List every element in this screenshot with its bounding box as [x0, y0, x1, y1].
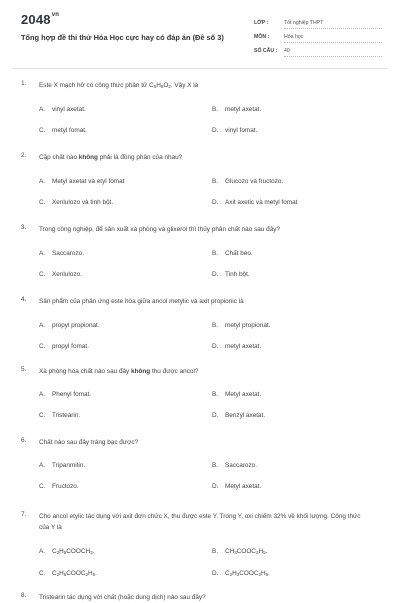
meta-value: 40	[284, 48, 382, 57]
question-text: Chất nào sau đây tráng bạc được?	[39, 439, 139, 446]
answer-option[interactable]	[39, 127, 87, 134]
answer-option[interactable]	[212, 343, 261, 350]
option-text: Metyl axetat.	[225, 391, 262, 398]
option-letter: C.	[39, 343, 46, 350]
answer-option[interactable]	[39, 483, 79, 490]
answer-option[interactable]	[212, 391, 261, 398]
option-text: metyl axetat.	[225, 343, 262, 350]
meta-value: Tốt nghiệp THPT	[284, 20, 382, 29]
answer-option[interactable]	[212, 106, 261, 113]
answer-option[interactable]	[212, 271, 250, 278]
option-letter: D.	[212, 483, 219, 490]
option-text: Xenlulozo và tinh bột.	[52, 199, 114, 206]
option-text: $C_2H_5COOC_2H_5$.	[52, 570, 97, 577]
option-text: metyl propionat.	[225, 322, 271, 329]
option-letter: A.	[39, 322, 46, 329]
option-text: metyl axetat.	[225, 106, 262, 113]
answer-option[interactable]	[39, 548, 94, 555]
option-text: metyl fomat.	[52, 127, 87, 134]
answer-option[interactable]	[39, 271, 82, 278]
answer-option[interactable]	[212, 127, 257, 134]
option-letter: C.	[39, 127, 46, 134]
option-text: $C_2H_5COOCH_3$.	[52, 548, 95, 555]
option-letter: D.	[212, 271, 219, 278]
answer-option[interactable]	[39, 106, 86, 113]
option-letter: A.	[39, 250, 46, 257]
answer-option[interactable]	[212, 548, 267, 555]
meta-label: LỚP :	[254, 20, 269, 26]
answer-option[interactable]	[39, 412, 80, 419]
meta-row	[254, 45, 382, 57]
option-letter: B.	[212, 178, 219, 185]
option-letter: A.	[39, 106, 46, 113]
question-text: Cho ancol etylic tác dụng với axit đơn chức X, thu được este Y. Trong Y, oxi chiếm 32% về khối lượng. Công thức của Y là	[39, 513, 361, 531]
answer-option[interactable]	[39, 462, 85, 469]
question-text: Sản phẩm của phản ứng este hóa giữa ancol metylic và axit propionic là	[39, 298, 244, 305]
option-letter: C.	[39, 570, 46, 577]
option-text: Tripanmitin.	[52, 462, 86, 469]
document-title: Tổng hợp đề thi thử Hóa Học cực hay có đáp án (Đề số 3)	[21, 33, 224, 42]
option-letter: B.	[212, 462, 219, 469]
question-number: 5.	[21, 366, 27, 373]
answer-option[interactable]	[212, 570, 270, 577]
question-number: 1.	[21, 80, 27, 87]
answer-option[interactable]	[39, 343, 89, 350]
option-letter: C.	[39, 412, 46, 419]
option-text: Saccarozo.	[52, 250, 84, 257]
option-letter: D.	[212, 412, 219, 419]
option-letter: D.	[212, 199, 219, 206]
site-logo[interactable]: $2048^{vn}$	[21, 12, 60, 27]
meta-row	[254, 17, 382, 29]
option-letter: A.	[39, 391, 46, 398]
question-number: 4.	[21, 296, 27, 303]
option-text: Phenyl fomat.	[52, 391, 92, 398]
option-text: $CH_3COOC_2H_5$.	[225, 548, 268, 555]
question-number: 3.	[21, 224, 27, 231]
option-letter: C.	[39, 483, 46, 490]
option-text: vinyl axetat.	[52, 106, 86, 113]
option-text: Benzyl axetat.	[225, 412, 266, 419]
option-text: Saccarozo.	[225, 462, 257, 469]
question-number: 2.	[21, 152, 27, 159]
option-text: Chất béo.	[225, 250, 253, 257]
option-letter: B.	[212, 548, 219, 555]
option-text: Metyl axetat.	[225, 483, 262, 490]
answer-option[interactable]	[212, 322, 270, 329]
header	[0, 0, 400, 62]
option-letter: C.	[39, 271, 46, 278]
question-text: Tristearin tác dụng với chất (hoặc dung dịch) nào sau đây?	[39, 594, 206, 601]
option-letter: A.	[39, 462, 46, 469]
header-divider	[12, 68, 388, 69]
answer-option[interactable]	[212, 412, 265, 419]
question-text: Xà phòng hóa chất nào sau đây không thu được ancol?	[39, 368, 199, 375]
answer-option[interactable]	[212, 199, 297, 206]
answer-option[interactable]	[212, 250, 253, 257]
option-text: propyl fomat.	[52, 343, 89, 350]
option-letter: B.	[212, 391, 219, 398]
option-text: propyl propionat.	[52, 322, 100, 329]
option-text: Xenlulozo.	[52, 271, 82, 278]
question-text: Trong công nghiệp, để sản xuất xà phòng và glixerol thì thủy phân chất nào sau đây?	[39, 226, 280, 233]
meta-value: Hóa học	[284, 34, 382, 43]
answer-option[interactable]	[39, 570, 97, 577]
answer-option[interactable]	[39, 178, 124, 185]
option-text: Tinh bột.	[225, 271, 250, 278]
option-letter: C.	[39, 199, 46, 206]
option-text: Axit axetic và metyl fomat	[225, 199, 298, 206]
answer-option[interactable]	[212, 462, 257, 469]
option-text: Metyl axetat và etyl fomat	[52, 178, 125, 185]
option-letter: D.	[212, 127, 219, 134]
option-text: $C_2H_3COOC_2H_5$.	[225, 570, 270, 577]
answer-option[interactable]	[212, 483, 261, 490]
question-number: 6.	[21, 437, 27, 444]
option-letter: A.	[39, 548, 46, 555]
option-letter: D.	[212, 343, 219, 350]
option-text: Fructozo.	[52, 483, 79, 490]
answer-option[interactable]	[39, 391, 91, 398]
option-letter: A.	[39, 178, 46, 185]
question-number: 8.	[21, 592, 27, 599]
option-text: Tristearin.	[52, 412, 81, 419]
answer-option[interactable]	[39, 322, 100, 329]
answer-option[interactable]	[212, 178, 283, 185]
option-letter: D.	[212, 570, 219, 577]
answer-option[interactable]	[39, 250, 84, 257]
answer-option[interactable]	[39, 199, 113, 206]
question-number: 7.	[21, 511, 27, 518]
option-letter: B.	[212, 322, 219, 329]
meta-label: SỐ CÂU :	[254, 48, 278, 54]
option-text: vinyl fomat.	[225, 127, 258, 134]
option-letter: B.	[212, 250, 219, 257]
option-letter: B.	[212, 106, 219, 113]
meta-row	[254, 31, 382, 43]
question-text: Este X mạch hở có công thức phân tử $C_5H_8O_2$. Vậy X là	[39, 82, 199, 89]
option-text: Glucozo và fructozo.	[225, 178, 284, 185]
meta-label: MÔN :	[254, 34, 270, 40]
question-text: Cặp chất nào không phải là đồng phân của nhau?	[39, 154, 183, 161]
